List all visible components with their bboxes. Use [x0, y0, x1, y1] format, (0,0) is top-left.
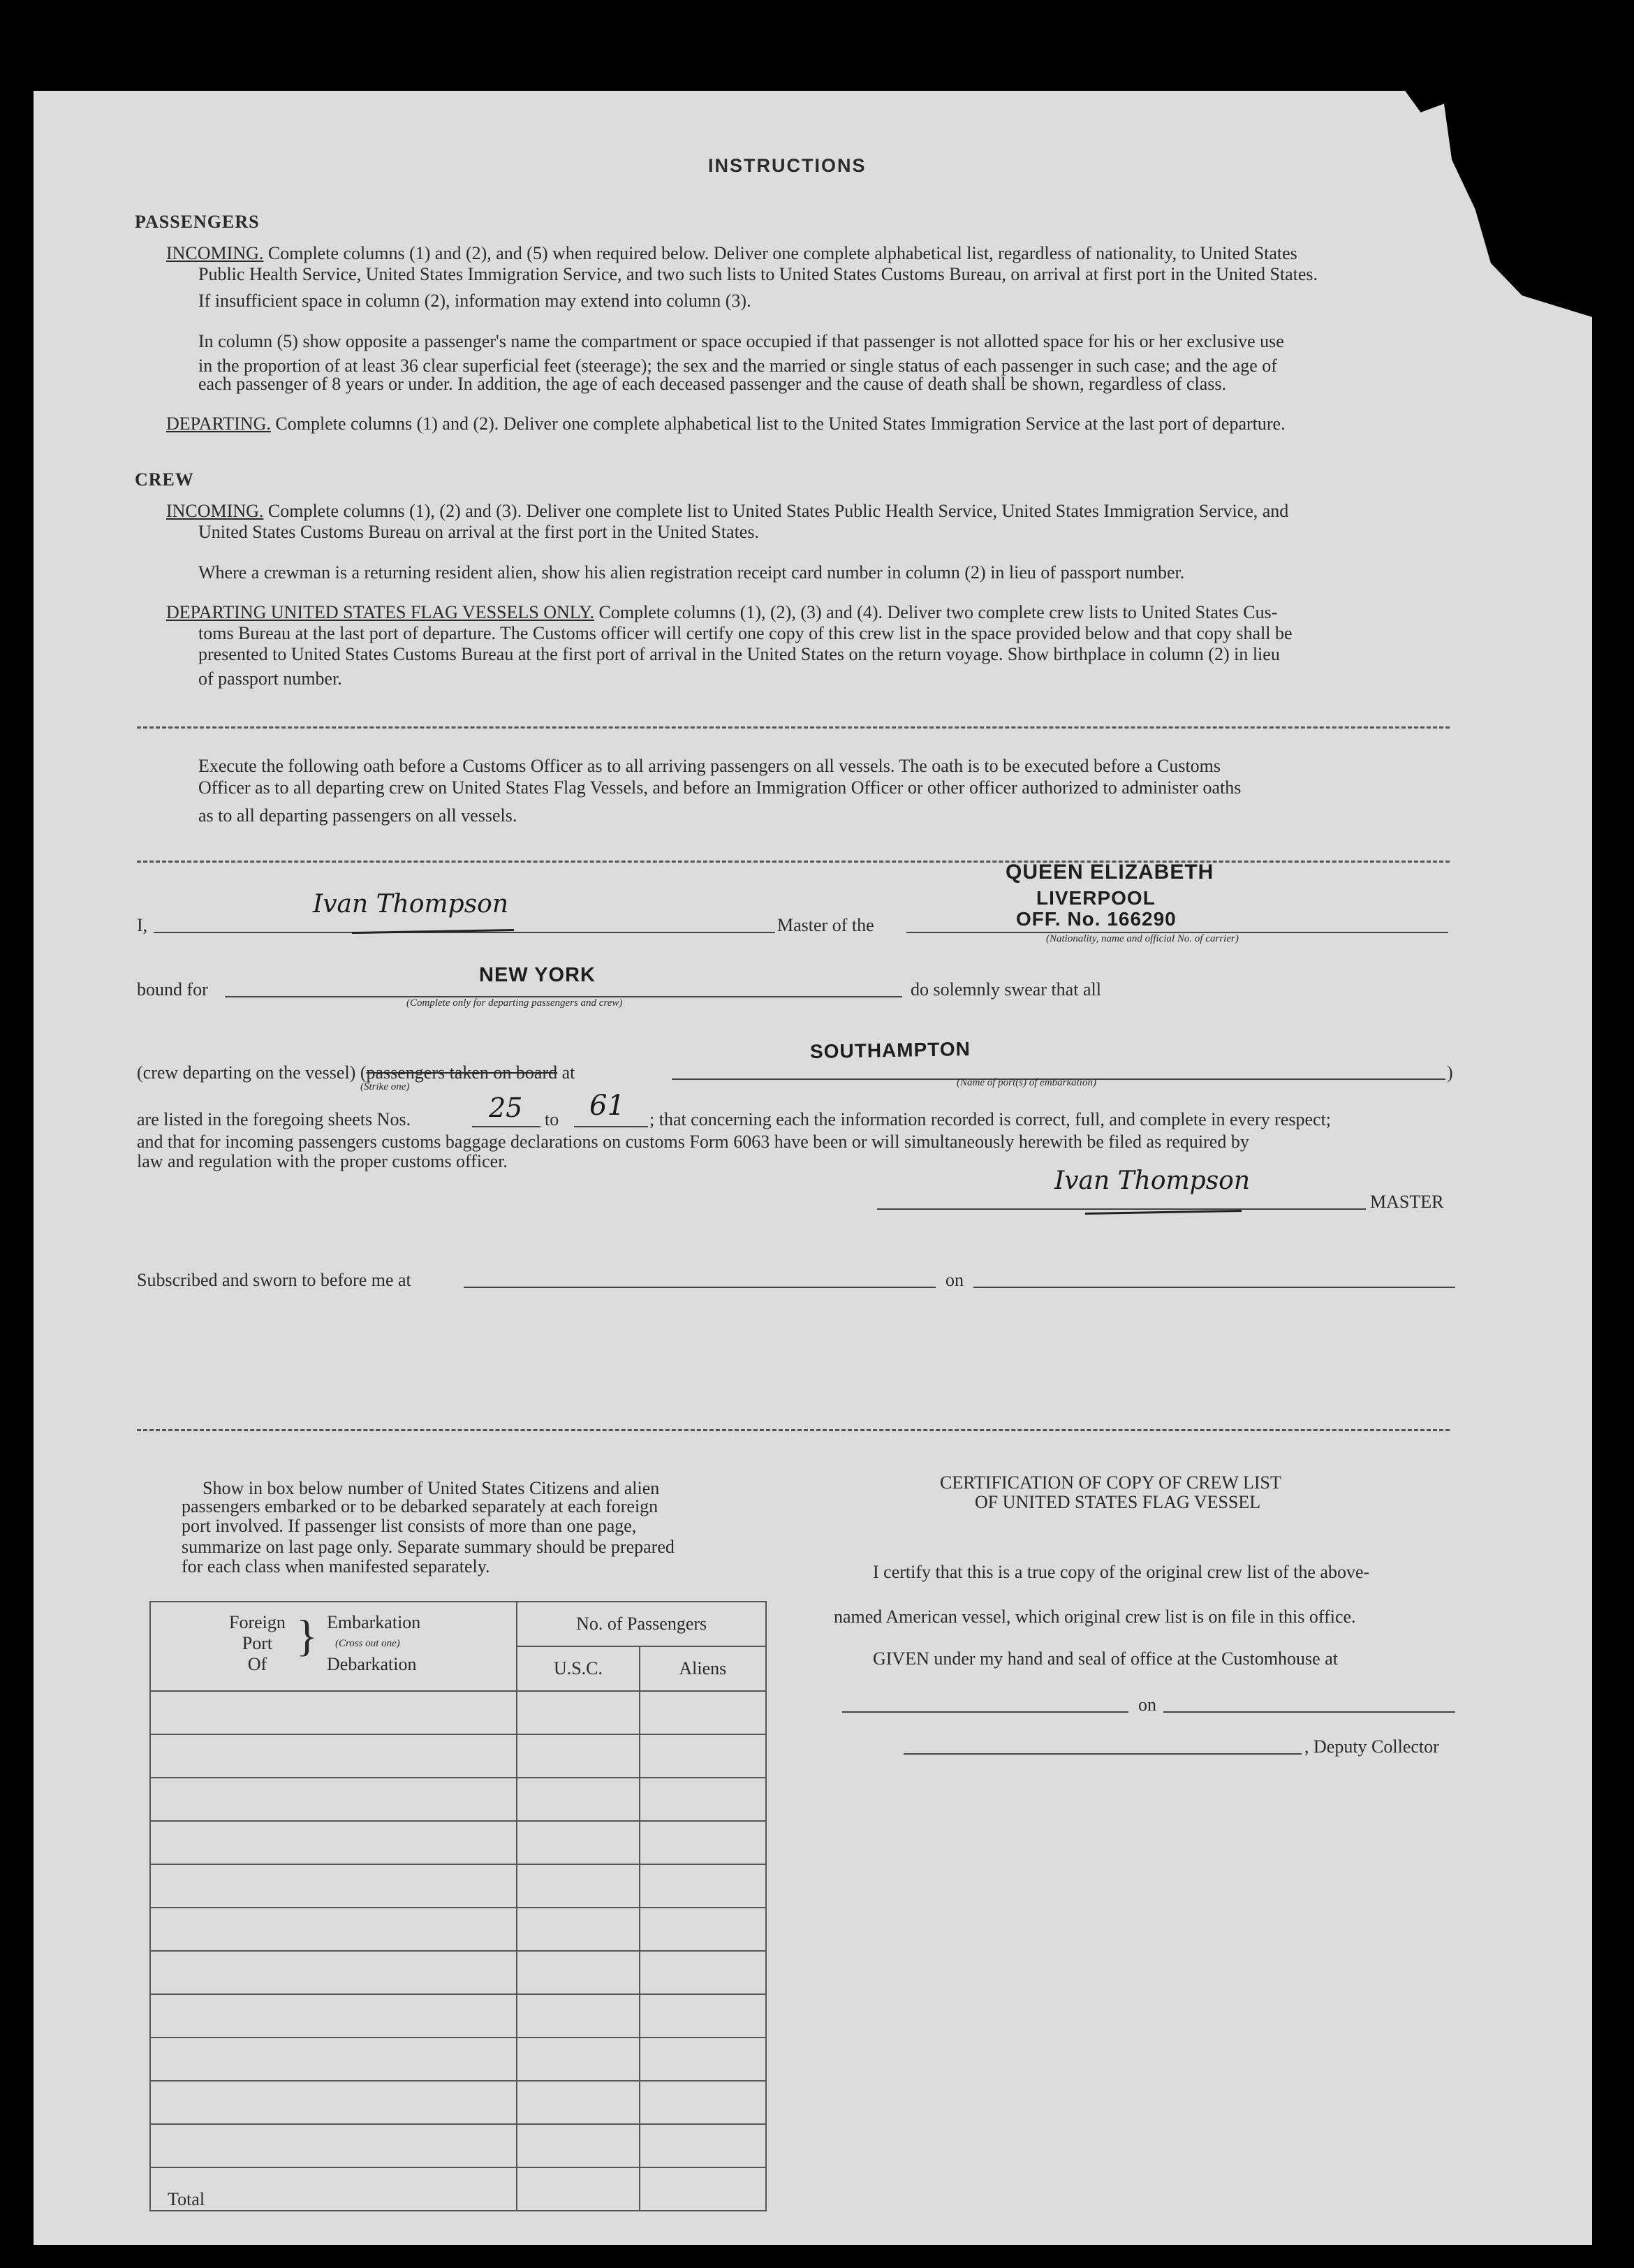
usc-total-cell[interactable] [517, 2167, 639, 2211]
oath-intro-1: Execute the following oath before a Customs Officer as to all arriving passengers on all vessels. The oath is to be executed before a Customs [198, 756, 1221, 776]
crew-departing-text-3: presented to United States Customs Bureau at the first port of arrival in the United States on the return voyage. Show birthplace in column (2) in lieu [198, 644, 1280, 664]
col-foreign: Foreign [229, 1612, 286, 1632]
master-signature-2: Ivan Thompson [1054, 1166, 1251, 1195]
port-cell[interactable] [150, 1734, 517, 1778]
crew-incoming-label: INCOMING. [166, 501, 264, 521]
aliens-cell[interactable] [640, 2081, 766, 2124]
oath-intro-2: Officer as to all departing crew on United States Flag Vessels, and before an Immigration Officer or other officer authorized to administer oaths [198, 777, 1242, 798]
crew-departing-oath-text: (crew departing on the vessel) ( [137, 1062, 367, 1083]
port-cell[interactable] [150, 1864, 517, 1908]
listed-text-4: law and regulation with the proper customs officer. [137, 1151, 508, 1171]
passengers-heading: PASSENGERS [135, 212, 260, 232]
aliens-cell[interactable] [640, 1951, 766, 1994]
certification-title-2: OF UNITED STATES FLAG VESSEL [975, 1492, 1261, 1512]
usc-cell[interactable] [517, 2124, 639, 2167]
col-embarkation: Embarkation [327, 1612, 421, 1632]
crew-departing-line-1 [166, 602, 1277, 623]
embark-labels [327, 1612, 420, 1675]
col5-text-3: each passenger of 8 years or under. In addition, the age of each deceased passenger and the cause of death shall be shown, regardless of class. [198, 374, 1227, 394]
certification-date-field[interactable] [1163, 1711, 1455, 1713]
crew-departing-text-4: of passport number. [198, 668, 342, 689]
aliens-total-cell[interactable] [640, 2167, 766, 2211]
closing-paren: ) [1447, 1062, 1453, 1083]
section-divider [137, 726, 1450, 729]
sheet-to-field[interactable] [574, 1126, 648, 1127]
page-title: INSTRUCTIONS [708, 155, 867, 176]
strike-caption: (Strike one) [360, 1081, 410, 1092]
subscribed-date-field[interactable] [973, 1287, 1455, 1288]
brace-icon: } [296, 1611, 318, 1660]
sheet-from-field[interactable] [472, 1126, 540, 1127]
col5-text-2: in the proportion of at least 36 clear superficial feet (steerage); the sex and the married or single status of each passenger in such case; and the age of [198, 356, 1277, 376]
port-cell[interactable] [150, 2081, 517, 2124]
listed-text: are listed in the foregoing sheets Nos. [137, 1109, 411, 1129]
port-header-cell [150, 1602, 517, 1691]
master-signature-field[interactable] [877, 1208, 1366, 1210]
passenger-summary-table [149, 1601, 767, 2211]
subscribed-place-field[interactable] [464, 1287, 936, 1288]
col-aliens: Aliens [640, 1646, 766, 1691]
total-label: Total [150, 2167, 517, 2211]
embarkation-port: SOUTHAMPTON [809, 1037, 971, 1063]
crew-departing-label: DEPARTING UNITED STATES FLAG VESSELS ONLY. [166, 602, 594, 622]
vessel-port: LIVERPOOL [1036, 887, 1156, 909]
summary-intro-3: port involved. If passenger list consists of more than one page, [182, 1516, 637, 1536]
passengers-struck-text: passengers taken on board [366, 1062, 558, 1083]
section-divider [137, 1429, 1450, 1431]
subscribed-text: Subscribed and sworn to before me at [137, 1270, 411, 1290]
port-cell[interactable] [150, 1778, 517, 1821]
crew-departing-text-2: toms Bureau at the last port of departure. The Customs officer will certify one copy of this crew list in the space provided below and that copy shall be [198, 623, 1293, 643]
passengers-incoming-line-1 [166, 243, 1297, 264]
usc-cell[interactable] [517, 2037, 639, 2081]
aliens-cell[interactable] [640, 1908, 766, 1951]
aliens-cell[interactable] [640, 1994, 766, 2037]
crew-departing-text-1: Complete columns (1), (2), (3) and (4). Deliver two complete crew lists to United States Cus- [598, 602, 1278, 622]
col-of: Of [247, 1654, 267, 1674]
listed-text-3: and that for incoming passengers customs baggage declarations on customs Form 6063 have been or will simultaneously herewith be filed as required by [137, 1132, 1249, 1152]
col-no-passengers: No. of Passengers [517, 1602, 766, 1646]
master-signature: Ivan Thompson [313, 890, 509, 919]
listed-text-2: ; that concerning each the information recorded is correct, full, and complete in every respect; [649, 1109, 1332, 1129]
master-name-field[interactable] [154, 932, 775, 933]
usc-cell[interactable] [517, 1778, 639, 1821]
usc-cell[interactable] [517, 1908, 639, 1951]
col-cross-out: (Cross out one) [335, 1638, 400, 1649]
bound-for-caption: (Complete only for departing passengers and crew) [406, 997, 623, 1009]
usc-cell[interactable] [517, 1951, 639, 1994]
at-text: at [561, 1062, 575, 1083]
summary-intro-2: passengers embarked or to be debarked separately at each foreign [182, 1496, 658, 1516]
departing-label: DEPARTING. [166, 414, 271, 434]
certification-text-3: GIVEN under my hand and seal of office at the Customhouse at [873, 1648, 1338, 1669]
bound-for-value: NEW YORK [479, 964, 596, 986]
incoming-text-2: Public Health Service, United States Immigration Service, and two such lists to United States Customs Bureau, on arrival at first port in the United States. [198, 264, 1318, 284]
usc-cell[interactable] [517, 1864, 639, 1908]
crew-heading: CREW [135, 469, 194, 490]
aliens-cell[interactable] [640, 1821, 766, 1864]
col5-text-1: In column (5) show opposite a passenger's name the compartment or space occupied if that passenger is not allotted space for his or her exclusive use [198, 331, 1284, 351]
aliens-cell[interactable] [640, 1778, 766, 1821]
certification-title-1: CERTIFICATION OF COPY OF CREW LIST [940, 1472, 1281, 1493]
col-debarkation: Debarkation [327, 1654, 417, 1674]
port-labels [229, 1612, 286, 1675]
incoming-text-3: If insufficient space in column (2), information may extend into column (3). [198, 291, 751, 311]
crew-incoming-line-1 [166, 501, 1288, 522]
certification-place-field[interactable] [842, 1711, 1128, 1713]
subscribed-on-label: on [945, 1270, 964, 1290]
departing-text: Complete columns (1) and (2). Deliver one complete alphabetical list to the United States Immigration Service at the last port of departure. [275, 414, 1286, 434]
oath-intro-3: as to all departing passengers on all vessels. [198, 805, 517, 826]
swear-text: do solemnly swear that all [911, 979, 1101, 1000]
crew-alien-text: Where a crewman is a returning resident alien, show his alien registration receipt card number in column (2) in lieu of passport number. [198, 562, 1185, 583]
usc-cell[interactable] [517, 2081, 639, 2124]
embarkation-caption: (Name of port(s) of embarkation) [957, 1077, 1096, 1088]
port-cell[interactable] [150, 1951, 517, 1994]
aliens-cell[interactable] [640, 2124, 766, 2167]
vessel-caption: (Nationality, name and official No. of carrier) [1046, 933, 1239, 944]
usc-cell[interactable] [517, 1734, 639, 1778]
crew-departing-oath-line [137, 1062, 575, 1083]
summary-intro-4: summarize on last page only. Separate summary should be prepared [182, 1537, 675, 1557]
certification-text-2: named American vessel, which original crew list is on file in this office. [834, 1607, 1356, 1627]
i-label: I, [137, 915, 148, 935]
port-cell[interactable] [150, 2124, 517, 2167]
sheet-from: 25 [489, 1092, 523, 1123]
sheet-to: 61 [589, 1090, 625, 1122]
port-cell[interactable] [150, 1994, 517, 2037]
col-usc: U.S.C. [517, 1646, 639, 1691]
to-label: to [545, 1109, 559, 1129]
aliens-cell[interactable] [640, 1691, 766, 1734]
vessel-name: QUEEN ELIZABETH [1006, 861, 1214, 884]
usc-cell[interactable] [517, 1994, 639, 2037]
certification-text-1: I certify that this is a true copy of the original crew list of the above- [873, 1562, 1370, 1582]
incoming-label: INCOMING. [166, 243, 264, 263]
bound-for-label: bound for [137, 979, 208, 1000]
col-port: Port [242, 1633, 273, 1653]
master-of-label: Master of the [777, 915, 874, 935]
crew-incoming-text-1: Complete columns (1), (2) and (3). Deliver one complete list to United States Public Health Service, United States Immigration Service, and [267, 501, 1289, 521]
port-cell[interactable] [150, 1691, 517, 1734]
aliens-cell[interactable] [640, 1734, 766, 1778]
usc-cell[interactable] [517, 1691, 639, 1734]
vessel-official-no: OFF. No. 166290 [1016, 908, 1177, 930]
aliens-cell[interactable] [640, 2037, 766, 2081]
port-cell[interactable] [150, 2037, 517, 2081]
usc-cell[interactable] [517, 1821, 639, 1864]
passengers-departing-line [166, 414, 1286, 434]
deputy-collector-field[interactable] [904, 1753, 1302, 1755]
port-cell[interactable] [150, 1821, 517, 1864]
certification-on-label: on [1138, 1695, 1156, 1715]
crew-incoming-text-2: United States Customs Bureau on arrival at the first port in the United States. [198, 522, 759, 542]
deputy-label: , Deputy Collector [1304, 1736, 1439, 1757]
master-label: MASTER [1370, 1192, 1444, 1212]
aliens-cell[interactable] [640, 1864, 766, 1908]
section-divider [137, 861, 1450, 863]
summary-intro-1: Show in box below number of United States Citizens and alien [203, 1478, 660, 1498]
incoming-text-1: Complete columns (1) and (2), and (5) when required below. Deliver one complete alphabetical list, regardless of nationality, to United States [267, 243, 1297, 263]
port-cell[interactable] [150, 1908, 517, 1951]
summary-intro-5: for each class when manifested separately. [182, 1556, 490, 1576]
